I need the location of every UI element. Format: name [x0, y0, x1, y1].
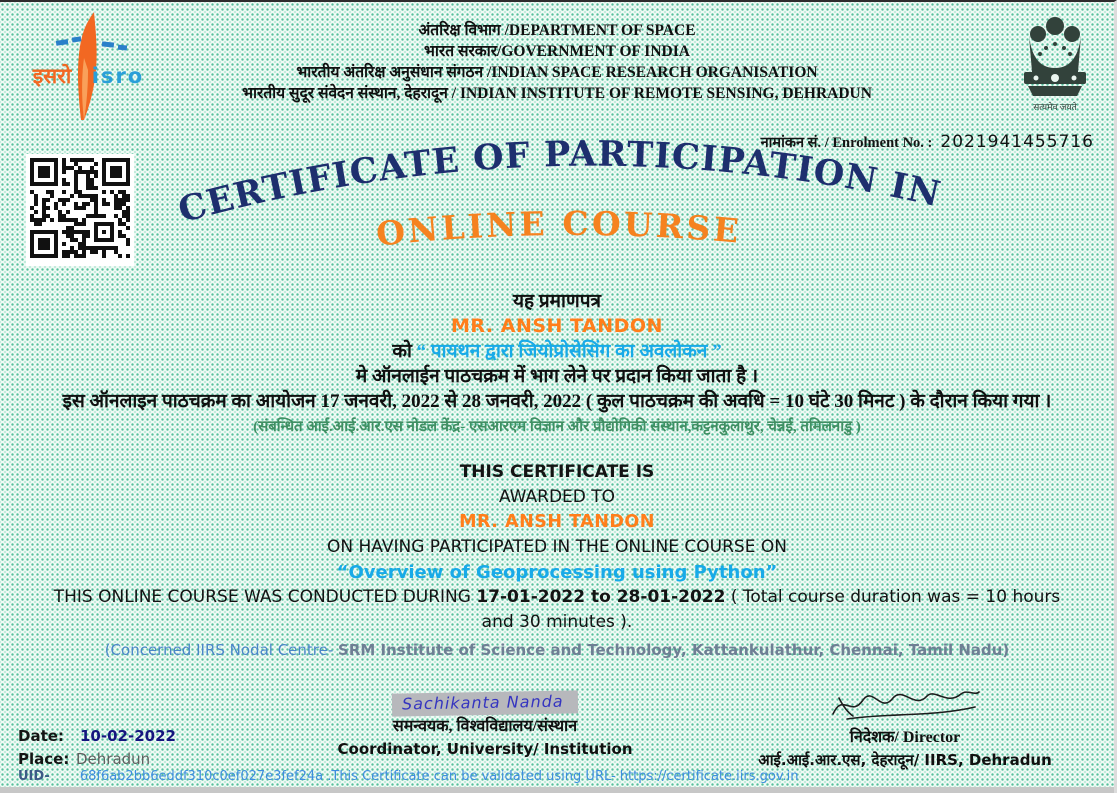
page-bottom-edge	[0, 787, 1114, 793]
english-nodal-centre-line	[0, 638, 1114, 663]
org-line-goi: भारत सरकार/GOVERNMENT OF INDIA	[424, 43, 690, 60]
uid-value: 68f6ab2bb6eddf310c0ef027e3fef24a .This Certificate can be validated using URL- https://certificate.iirs.gov.in	[79, 769, 799, 784]
nodal-institute: SRM Institute of Science and Technology, Kattankulathur, Chennai, Tamil Nadu)	[338, 641, 1010, 659]
director-signature-icon	[825, 686, 985, 722]
coordinator-signature-handwriting: Sachikanta Nanda	[402, 691, 564, 714]
director-signature-block	[740, 686, 1070, 771]
this-certificate-is: THIS CERTIFICATE IS	[459, 462, 655, 482]
coordinator-signature-image	[392, 690, 578, 716]
conducted-prefix: THIS ONLINE COURSE WAS CONDUCTED DURING	[53, 587, 477, 607]
date-place-block	[18, 725, 176, 771]
english-recipient-name: MR. ANSH TANDON	[459, 512, 655, 532]
hindi-conducted-line: इस ऑनलाइन पाठचक्रम का आयोजन 17 जनवरी, 2022 से 28 जनवरी, 2022 ( कुल पाठचक्रम की अवधि = 10 घंटे 30 मिनट ) के दौरान किया गया ।	[62, 391, 1052, 412]
conducted-suffix: ( Total course duration was = 10 hours and 30 minutes ).	[481, 587, 1061, 632]
org-header	[0, 20, 1114, 104]
enrolment-label: नामांकन सं. / Enrolment No. :	[760, 135, 933, 151]
isro-hindi-text: इसरो	[32, 64, 72, 88]
hindi-granted-line: मे ऑनलाईन पाठचक्रम में भाग लेने पर प्रदान किया जाता है ।	[355, 366, 759, 387]
hindi-recipient-name: MR. ANSH TANDON	[451, 315, 663, 337]
hindi-to-prefix: को	[392, 341, 417, 362]
org-line-iirs: भारतीय सुदूर संवेदन संस्थान, देहरादून / INDIAN INSTITUTE OF REMOTE SENSING, DEHRADUN	[242, 85, 872, 102]
director-caption-english: आई.आई.आर.एस, देहरादून/ IIRS, Dehradun	[758, 751, 1052, 769]
hindi-nodal-centre-line: (संबन्धित आई.आई.आर.एस नोडल केंद्र- एसआरएम विज्ञान और प्रौद्योगिकी संस्थान,कट्टनकुलाथुर, चेन्नई, तमिलनाडु )	[253, 419, 861, 435]
place-label: Place:	[18, 750, 70, 768]
uid-row	[18, 769, 798, 784]
org-line-isro: भारतीय अंतरिक्ष अनुसंधान संगठन /INDIAN SPACE RESEARCH ORGANISATION	[296, 64, 818, 81]
uid-label: UID-	[18, 769, 50, 784]
svg-text:ONLINE COURSE	[374, 210, 743, 254]
qr-code-icon	[30, 158, 130, 262]
hindi-course-line	[0, 339, 1114, 364]
coordinator-caption-english: Coordinator, University/ Institution	[337, 740, 633, 758]
conducted-dates: 17-01-2022 to 28-01-2022	[476, 587, 726, 607]
date-value: 10-02-2022	[80, 727, 176, 745]
hindi-this-certificate: यह प्रमाणपत्र	[513, 291, 601, 312]
nodal-prefix: (Concerned IIRS Nodal Centre-	[104, 641, 339, 659]
subtitle-text: ONLINE COURSE	[374, 210, 744, 254]
coordinator-signature-block	[300, 692, 670, 760]
english-course-title: “Overview of Geoprocessing using Python”	[336, 562, 778, 583]
english-body	[0, 460, 1114, 663]
place-row	[18, 748, 176, 771]
date-row	[18, 725, 176, 748]
awarded-to: AWARDED TO	[498, 487, 616, 507]
title-arch-text: CERTIFICATE OF PARTICIPATION IN	[173, 136, 945, 232]
hindi-body	[0, 289, 1114, 441]
director-caption-hindi: निदेशक/ Director	[849, 729, 961, 746]
place-value: Dehradun	[76, 750, 151, 768]
isro-latin-text: isro	[91, 64, 145, 88]
date-label: Date:	[18, 727, 64, 745]
coordinator-caption-hindi: समन्वयक, विश्वविद्यालय/संस्थान	[392, 718, 578, 735]
org-line-dos: अंतरिक्ष विभाग /DEPARTMENT OF SPACE	[418, 22, 696, 39]
enrolment-number: 2021941455716	[940, 132, 1094, 152]
qr-code	[26, 154, 134, 266]
conducted-line	[37, 585, 1077, 635]
emblem-motto: सत्यमेव जयते	[1033, 102, 1077, 112]
certificate-subtitle	[298, 210, 820, 264]
participated-line: ON HAVING PARTICIPATED IN THE ONLINE COURSE ON	[327, 537, 787, 557]
hindi-course-title: “ पायथन द्वारा जियोप्रोसेसिंग का अवलोकन ”	[416, 341, 722, 362]
